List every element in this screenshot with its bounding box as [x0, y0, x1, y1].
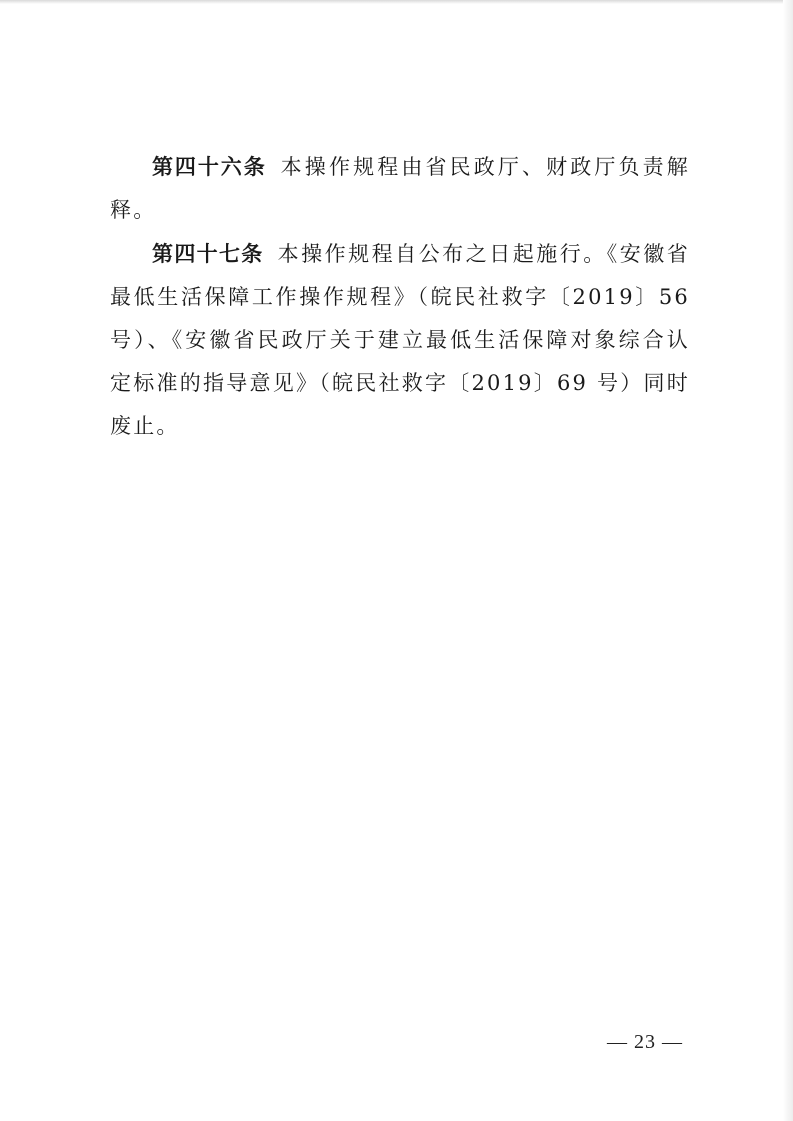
article-46-label: 第四十六条 [152, 154, 267, 179]
article-47-label: 第四十七条 [152, 241, 264, 266]
article-47-text: 本操作规程自公布之日起施行。《安徽省最低生活保障工作操作规程》（皖民社救字〔2019〕56 号）、《安徽省民政厅关于建立最低生活保障对象综合认定标准的指导意见》（皖民社救字〔2019〕69 号）同时废止。 [110, 242, 691, 438]
article-46 [110, 145, 690, 232]
document-body [110, 145, 690, 448]
page-number: — 23 — [607, 1031, 683, 1053]
scan-edge-top [0, 0, 793, 4]
article-47 [110, 232, 690, 448]
scan-edge-right [783, 0, 793, 1121]
article-46-text: 本操作规程由省民政厅、财政厅负责解释。 [110, 155, 690, 222]
